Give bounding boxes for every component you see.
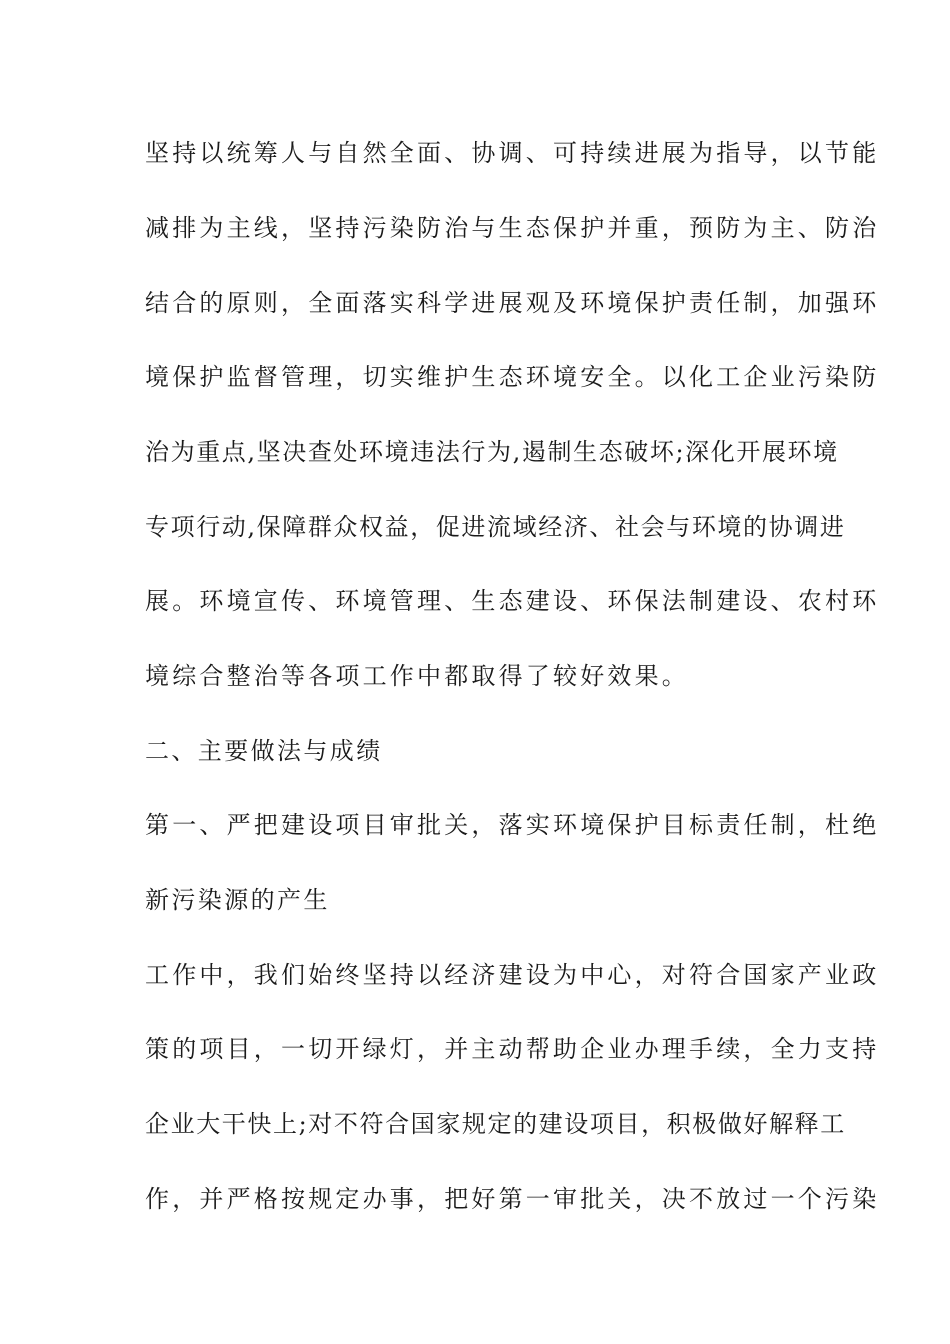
subsection-heading-continued: 新污染源的产生 — [145, 886, 330, 914]
text-line: 结合的原则，全面落实科学进展观及环境保护责任制，加强环 — [145, 289, 880, 317]
text-line: 减排为主线，坚持污染防治与生态保护并重，预防为主、防治 — [145, 214, 880, 242]
section-heading: 二、主要做法与成绩 — [145, 737, 383, 765]
text-line: 展。环境宣传、环境管理、生态建设、环保法制建设、农村环 — [145, 587, 880, 615]
text-line: 坚持以统筹人与自然全面、协调、可持续进展为指导，以节能 — [145, 139, 880, 167]
text-line: 企业大干快上;对不符合国家规定的建设项目，积极做好解释工 — [145, 1110, 846, 1138]
text-line: 境综合整治等各项工作中都取得了较好效果。 — [145, 662, 689, 690]
subsection-heading: 第一、严把建设项目审批关，落实环境保护目标责任制，杜绝 — [145, 811, 880, 839]
text-line: 作，并严格按规定办事，把好第一审批关，决不放过一个污染 — [145, 1185, 880, 1213]
text-line: 专项行动,保障群众权益，促进流域经济、社会与环境的协调进 — [145, 513, 846, 541]
text-line: 境保护监督管理，切实维护生态环境安全。以化工企业污染防 — [145, 363, 880, 391]
text-line: 工作中，我们始终坚持以经济建设为中心，对符合国家产业政 — [145, 961, 880, 989]
text-line: 策的项目，一切开绿灯，并主动帮助企业办理手续，全力支持 — [145, 1035, 880, 1063]
text-line: 治为重点,坚决查处环境违法行为,遏制生态破坏;深化开展环境 — [145, 438, 839, 466]
